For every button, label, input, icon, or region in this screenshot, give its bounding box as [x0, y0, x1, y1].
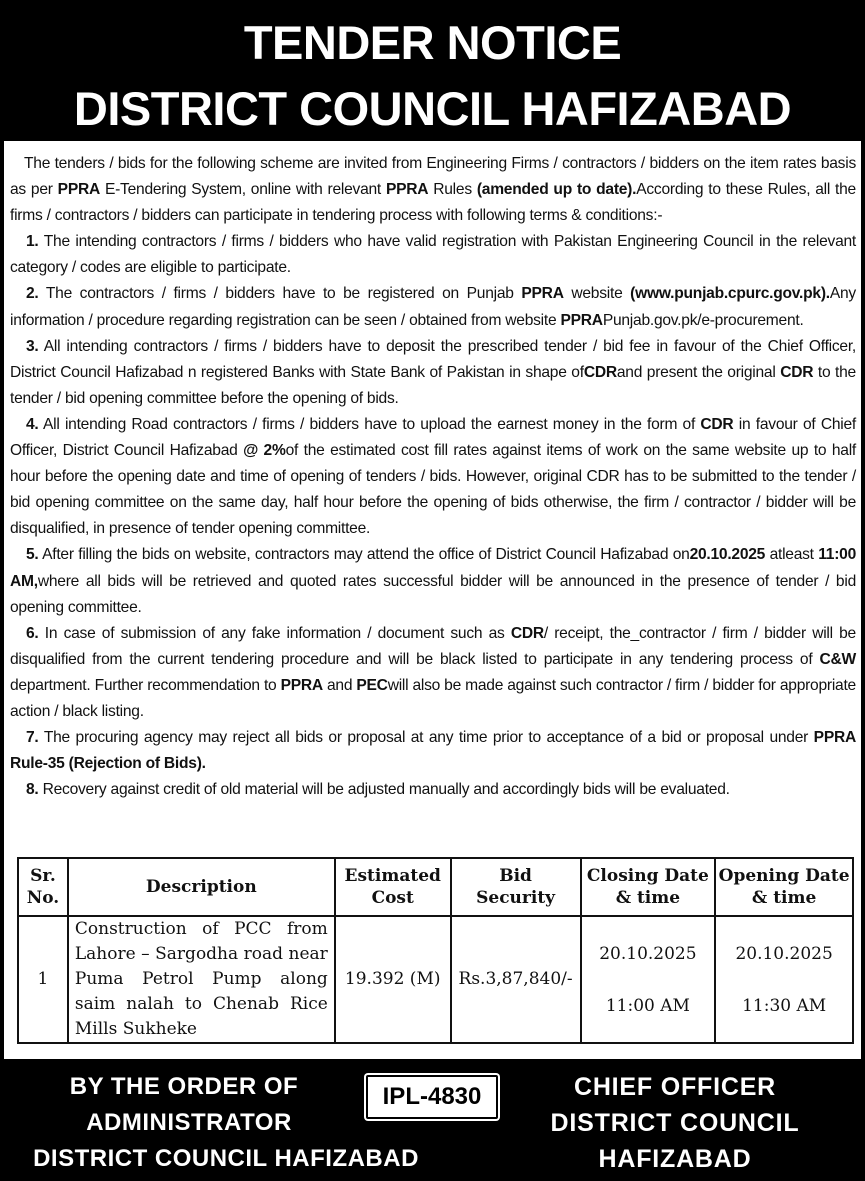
order-line: DISTRICT COUNCIL HAFIZABAD [33, 1145, 419, 1172]
intro-bold: (amended up to date). [476, 181, 637, 199]
condition-text: to the tender / bid opening committee before the opening of bids. [10, 363, 856, 407]
tender-table [17, 857, 854, 1044]
condition-bold: CDR [510, 624, 544, 642]
condition-number: 6. [26, 624, 39, 642]
header-text: Bid [499, 866, 532, 886]
condition-bold: 11:00 AM, [10, 546, 856, 590]
condition-text: In case of submission of any fake information / document such as [38, 624, 511, 642]
condition-text: The procuring agency may reject all bids or proposal at any time prior to acceptance of a bid or proposal under [38, 729, 814, 747]
condition-number: 8. [26, 781, 39, 799]
condition-bold: PPRA [521, 285, 564, 303]
ipl-number-badge: IPL-4830 [366, 1075, 498, 1119]
condition-text: The intending contractors / firms / bidders who have valid registration with Pakistan Engineering Council in the relevant category / codes are eligible to participate. [10, 233, 856, 277]
condition-1 [10, 229, 856, 281]
cell-description: Construction of PCC from Lahore – Sargodha road near Puma Petrol Pump along saim nalah to Chenab Rice Mills Sukheke [68, 916, 335, 1043]
intro-bold: PPRA [385, 181, 429, 199]
header-text: Closing Date [586, 866, 709, 886]
notice-header [0, 0, 865, 141]
condition-bold: PPRA [280, 676, 323, 694]
header-bid-security [451, 858, 581, 916]
header-text: Security [476, 888, 556, 908]
condition-7 [10, 725, 856, 777]
condition-bold: PPRA Rule-35 (Rejection of Bids). [10, 729, 856, 773]
condition-text: and present the original [616, 363, 781, 381]
header-text: No. [26, 888, 60, 908]
condition-text: of the estimated cost fill rates against items of work on the same website up to half hour before the opening date and time of opening of tenders / bids. However, original CDR has to be submitted to the tender / bid opening committee on the same day, half hour before the opening of bids otherwise, the firm / contractor / bidder will be disqualified, in presence of tender opening committee. [10, 442, 857, 538]
condition-3 [10, 334, 856, 412]
condition-bold: @ 2% [243, 442, 286, 460]
header-opening-date [715, 858, 853, 916]
order-line: ADMINISTRATOR [86, 1109, 292, 1136]
cell-closing-date [581, 916, 716, 1043]
intro-bold: PPRA [57, 181, 100, 199]
notice-body [4, 141, 861, 1059]
condition-text: department. Further recommendation to [10, 676, 281, 694]
tender-table-wrapper [17, 857, 854, 1044]
header-text: & time [751, 888, 817, 908]
cell-sr-no: 1 [18, 916, 68, 1043]
table-row [18, 916, 853, 1043]
issuer-title: DISTRICT COUNCIL HAFIZABAD [73, 82, 792, 135]
intro-paragraph [10, 151, 856, 229]
intro-text: The tenders / bids for the following scheme are invited from Engineering Firms / contractors / bidders on the item rates basis as per [10, 155, 856, 199]
condition-text: in favour of Chief Officer, District Council Hafizabad [10, 415, 856, 460]
header-closing-date [581, 858, 716, 916]
closing-date: 20.10.2025 [599, 943, 697, 964]
condition-text: website [563, 285, 631, 303]
notice-title: TENDER NOTICE [243, 16, 622, 69]
condition-bold: CDR [780, 363, 814, 381]
condition-4 [10, 412, 856, 542]
order-line: BY THE ORDER OF [69, 1073, 299, 1100]
condition-text: The contractors / firms / bidders have to be registered on Punjab [38, 285, 522, 303]
opening-time: 11:30 AM [742, 995, 827, 1016]
condition-2 [10, 281, 856, 333]
closing-time: 11:00 AM [605, 995, 690, 1016]
condition-text: and [322, 676, 357, 694]
condition-bold: PPRA [560, 311, 603, 329]
signatory-line: CHIEF OFFICER [573, 1073, 777, 1101]
condition-bold: 20.10.2025 [689, 546, 766, 564]
condition-text: will also be made against such contractor / firm / bidder for appropriate action / black listing. [10, 676, 856, 720]
condition-text: where all bids will be retrieved and quoted rates successful bidder will be announced in the presence of tender / bid opening committee. [10, 572, 856, 616]
header-sr-no [18, 858, 68, 916]
chief-officer-block [520, 1069, 830, 1177]
condition-number: 5. [26, 546, 39, 564]
condition-text: Recovery against credit of old material will be adjusted manually and accordingly bids will be evaluated. [38, 781, 730, 799]
condition-text: Punjab.gov.pk/e-procurement. [602, 311, 804, 329]
header-text: Opening Date [718, 866, 850, 886]
condition-text: atleast [765, 546, 819, 564]
condition-text: Any information / procedure regarding registration can be seen / obtained from website [10, 285, 856, 329]
opening-date: 20.10.2025 [735, 943, 833, 964]
condition-text: All intending contractors / firms / bidders have to deposit the prescribed tender / bid fee in favour of the Chief Officer, District Council Hafizabad n registered Banks with State Bank of Pakistan in shape of [10, 337, 856, 381]
condition-5 [10, 542, 856, 620]
cell-bid-security: Rs.3,87,840/- [451, 916, 581, 1043]
condition-bold: CDR [583, 363, 617, 381]
notice-footer [0, 1059, 865, 1181]
condition-bold: CDR [700, 415, 734, 433]
condition-8 [10, 777, 856, 803]
intro-text: Rules [428, 181, 477, 199]
condition-number: 2. [26, 285, 39, 303]
condition-bold: PEC [356, 676, 388, 694]
header-estimated-cost [335, 858, 451, 916]
website-url: (www.punjab.cpurc.gov.pk). [630, 285, 830, 303]
condition-number: 4. [26, 415, 39, 433]
condition-bold: C&W [819, 650, 856, 668]
intro-text: According to these Rules, all the firms / contractors / bidders can participate in tendering process with following terms & conditions:- [10, 181, 856, 225]
cell-opening-date [715, 916, 853, 1043]
intro-text: E-Tendering System, online with relevant [100, 181, 386, 199]
condition-text: / receipt, the_contractor / firm / bidder will be disqualified from the current tendering procedure and will be black listed to participate in any tendering process of [10, 624, 856, 668]
condition-number: 1. [26, 233, 39, 251]
header-description [68, 858, 335, 916]
header-text: Sr. [30, 866, 56, 886]
header-text: Cost [371, 888, 414, 908]
header-text: & time [615, 888, 681, 908]
header-text: Description [145, 877, 257, 897]
header-text: Estimated [344, 866, 441, 886]
condition-text: All intending Road contractors / firms / bidders have to upload the earnest money in the form of [38, 415, 701, 433]
notice-text [10, 151, 856, 803]
signatory-line: DISTRICT COUNCIL [550, 1109, 800, 1137]
condition-6 [10, 621, 856, 725]
signatory-line: HAFIZABAD [598, 1145, 752, 1173]
cell-estimated-cost: 19.392 (M) [335, 916, 451, 1043]
condition-number: 7. [26, 729, 39, 747]
table-header-row [18, 858, 853, 916]
condition-number: 3. [26, 337, 39, 355]
condition-text: After filling the bids on website, contractors may attend the office of District Council Hafizabad on [38, 546, 690, 564]
